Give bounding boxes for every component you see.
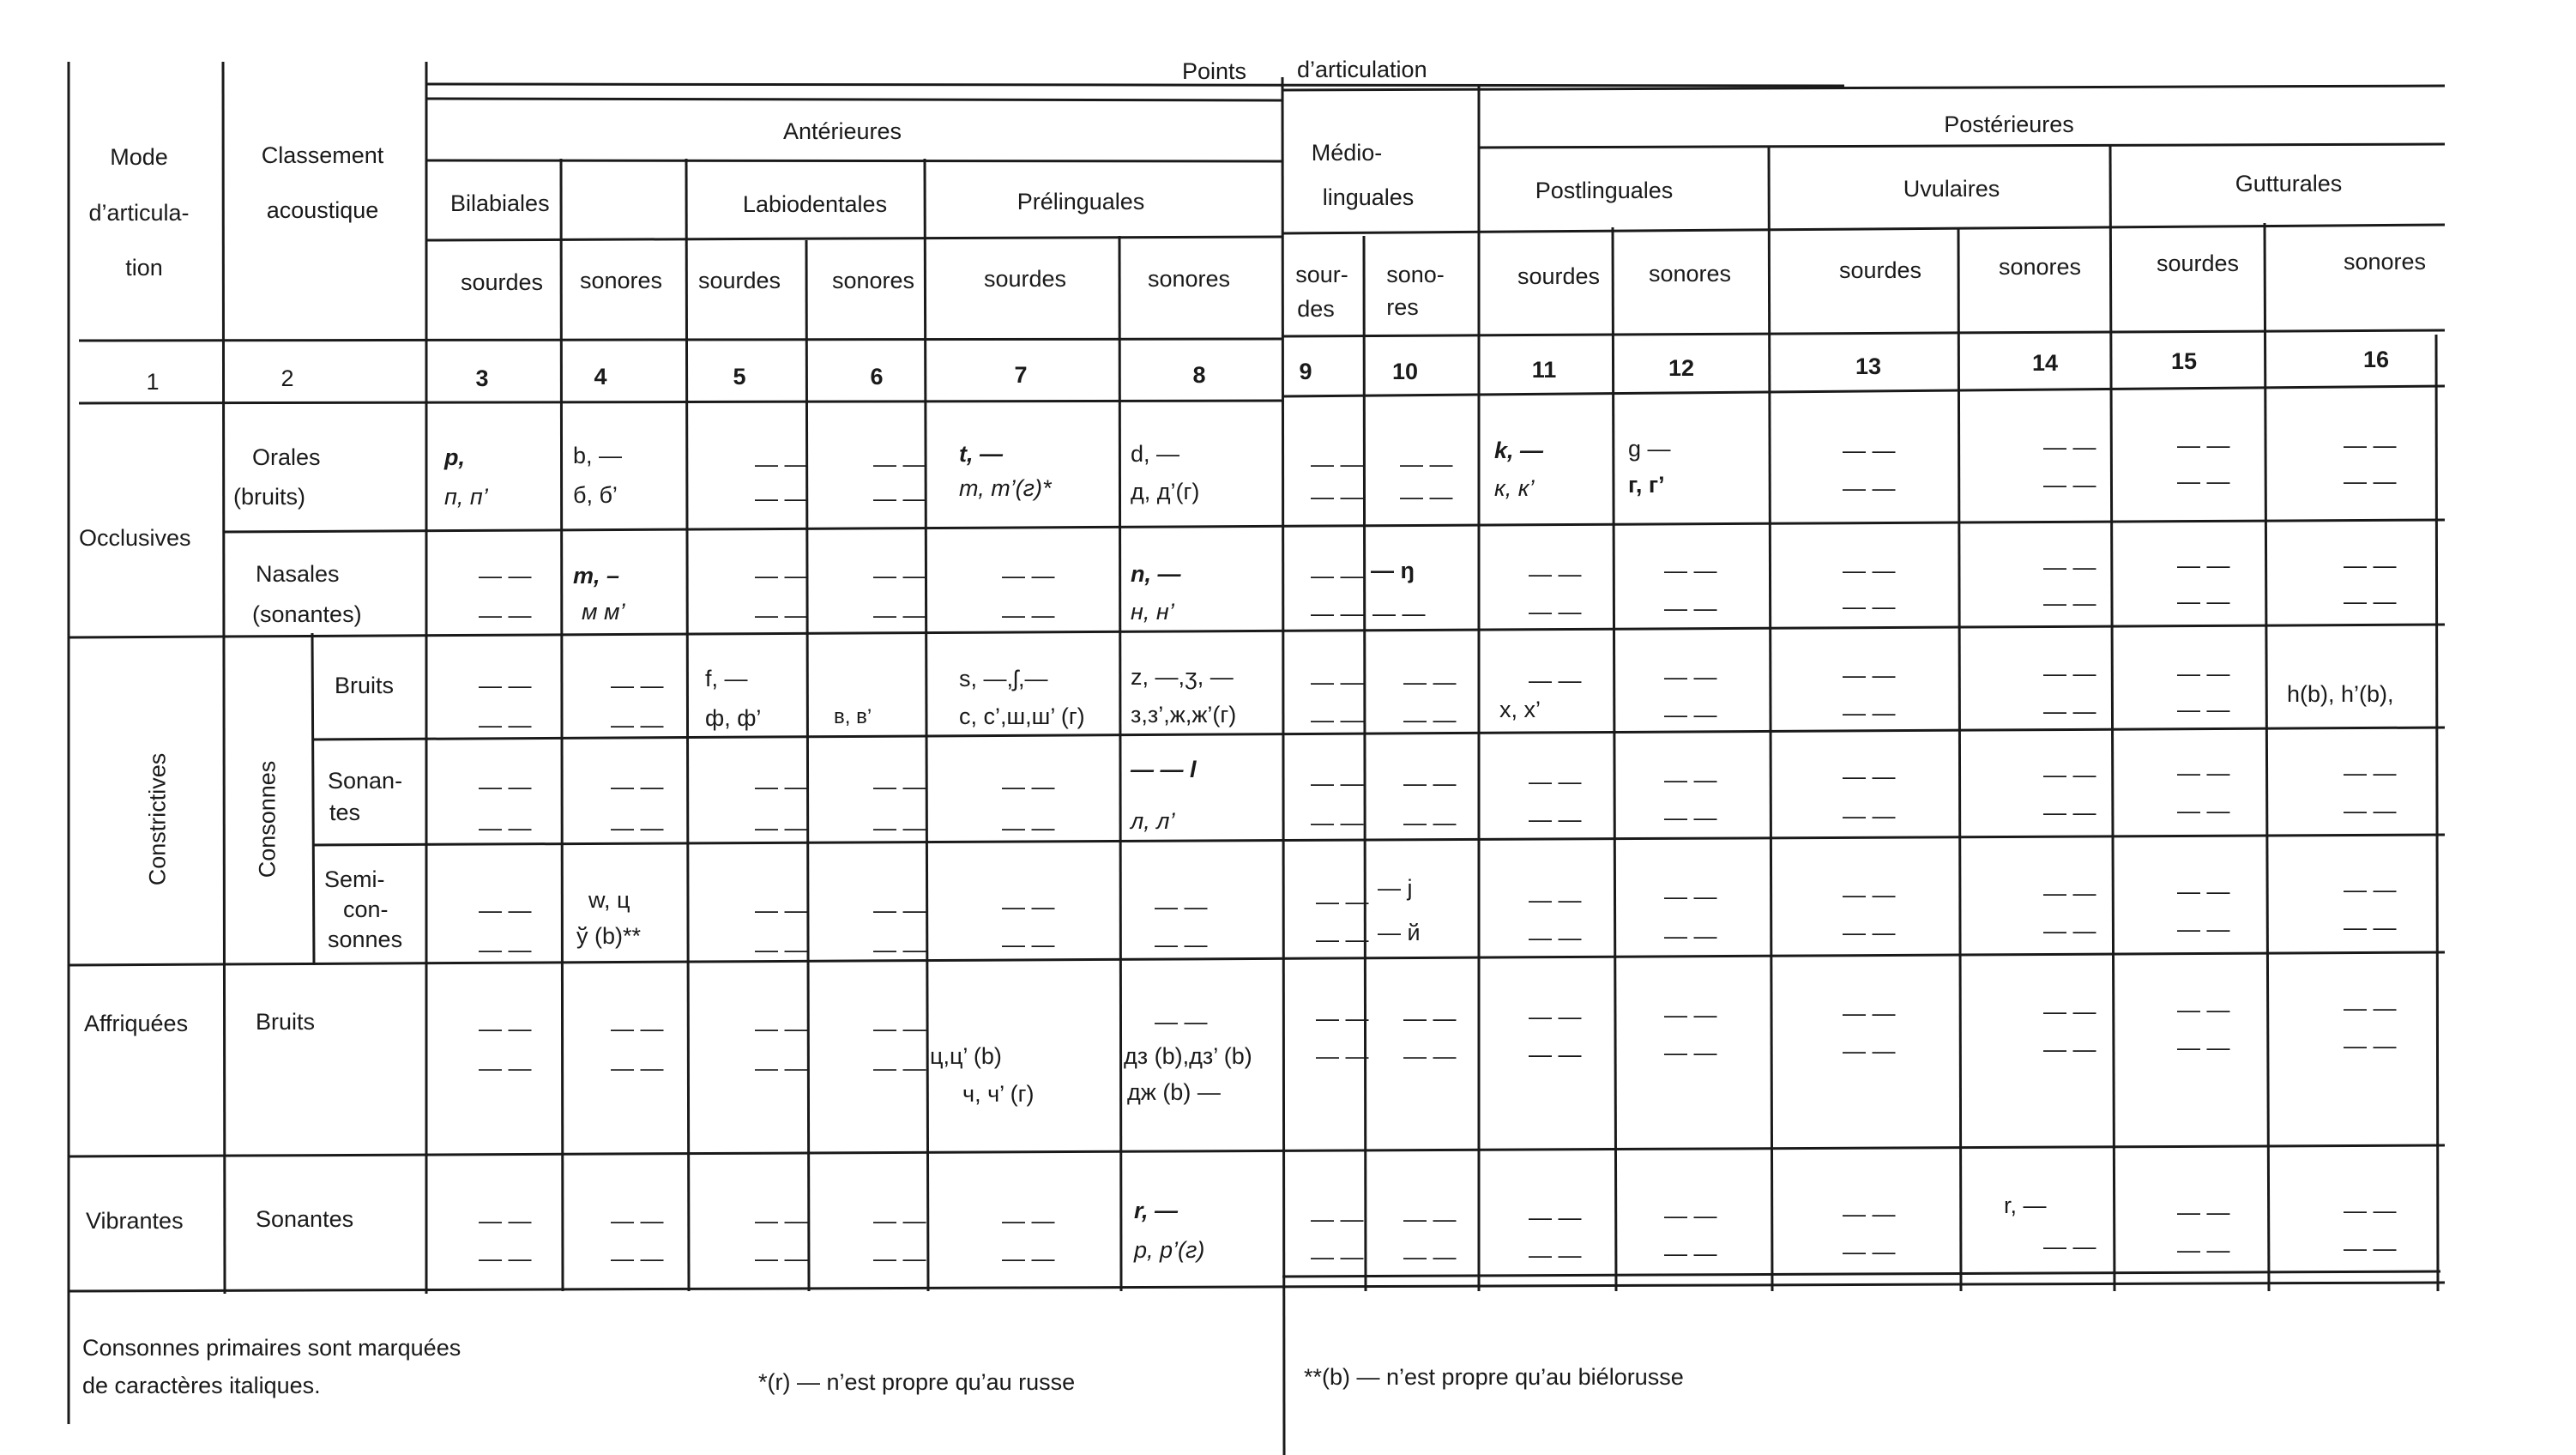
grid-line-anterieures-top — [426, 99, 1282, 100]
header-mode-3: tion — [125, 255, 163, 281]
empty-cell-dash: — — — [1843, 700, 1896, 726]
empty-cell-dash: — — — [1529, 561, 1582, 587]
empty-cell-dash: — — — [611, 1055, 664, 1081]
empty-cell-dash: — — — [2043, 554, 2096, 580]
empty-cell-dash: — — — [1843, 662, 1896, 688]
empty-cell-dash: — — — [1311, 669, 1364, 695]
empty-cell-dash: — — — [611, 712, 664, 738]
empty-cell-dash: — — — [2043, 762, 2096, 788]
empty-cell-dash: — — — [1311, 770, 1364, 796]
empty-cell-dash: — — — [873, 486, 926, 511]
empty-cell-dash: — — — [2344, 760, 2397, 786]
header-classement-2: acoustique — [266, 197, 379, 223]
empty-cell-dash: — — — [1002, 1246, 1055, 1271]
empty-cell-dash: — — — [1843, 1239, 1896, 1265]
empty-cell-dash: — — — [611, 815, 664, 841]
empty-cell-dash: — — — [2043, 918, 2096, 944]
empty-cell-dash: — — — [1311, 810, 1364, 836]
grid-line-c14 — [1958, 227, 1961, 1291]
grid-line-body-top-left — [79, 401, 1282, 403]
empty-cell-dash: — — — [755, 451, 808, 477]
cell-l: — — l — [1131, 757, 1197, 782]
cell-f: f, — — [705, 666, 748, 691]
empty-cell-dash: — — — [479, 1016, 532, 1041]
cell-l-cyr: л, л’ — [1131, 808, 1175, 834]
empty-cell-dash: — — — [1664, 767, 1717, 793]
voicing-sonores-8: sonores — [1147, 266, 1231, 292]
empty-cell-dash: — — — [2344, 589, 2397, 614]
empty-cell-dash: — — — [755, 563, 808, 589]
row-bruits-paren: (bruits) — [233, 484, 306, 510]
empty-cell-dash: — — — [611, 1208, 664, 1234]
grid-line-col-subclass — [312, 633, 314, 965]
empty-cell-dash: — — — [1664, 595, 1717, 621]
empty-cell-dash: — — — [755, 1055, 808, 1081]
empty-cell-dash: — — — [873, 937, 926, 963]
empty-cell-dash: — — — [1529, 1242, 1582, 1268]
cell-z: z, —,ʒ, — — [1131, 664, 1234, 690]
col-number-11: 11 — [1531, 357, 1557, 383]
cell-j-cyr: — й — [1378, 920, 1421, 945]
col-number-15: 15 — [2170, 348, 2198, 374]
grid-line-subgroup-top-left — [426, 160, 1282, 161]
row-consonnes: Consonnes — [254, 760, 281, 878]
cell-j: — j — [1378, 875, 1413, 901]
empty-cell-dash: — — — [479, 937, 532, 963]
empty-cell-dash: — — — [755, 1016, 808, 1041]
empty-cell-dash: — — — [755, 774, 808, 800]
empty-cell-dash: — — — [2344, 877, 2397, 903]
empty-cell-dash: — — — [1002, 1208, 1055, 1234]
empty-cell-dash: — — — [1311, 707, 1364, 733]
empty-cell-dash: — — — [1155, 932, 1208, 957]
empty-cell-dash: — — — [2177, 760, 2230, 786]
empty-cell-dash: — — — [1664, 1040, 1717, 1066]
empty-cell-dash: — — — [1002, 602, 1055, 628]
empty-cell-dash: — — — [873, 815, 926, 841]
empty-cell-dash: — — — [611, 774, 664, 800]
empty-cell-dash: — — — [1664, 884, 1717, 909]
empty-cell-dash: — — — [2177, 1199, 2230, 1225]
empty-cell-dash: — — — [1002, 894, 1055, 920]
empty-cell-dash: — — — [2177, 589, 2230, 614]
grid-line-footer-top-right — [1282, 1271, 2440, 1277]
empty-cell-dash: — — — [755, 815, 808, 841]
empty-cell-dash: — — — [1155, 894, 1208, 920]
cell-n-cyr: н, н’ — [1131, 599, 1174, 625]
row-tes: tes — [329, 800, 361, 825]
empty-cell-dash: — — — [2344, 1033, 2397, 1059]
voicing-sour-9: sour- — [1295, 262, 1348, 287]
empty-cell-dash: — — — [2177, 798, 2230, 824]
empty-cell-dash: — — — [2177, 661, 2230, 686]
empty-cell-dash: — — — [1529, 667, 1582, 693]
cell-m: m, – — [573, 563, 620, 589]
cell-g: g — — [1628, 436, 1671, 462]
empty-cell-dash: — — — [2344, 468, 2397, 494]
empty-cell-dash: — — — [479, 1246, 532, 1271]
row-semi: Semi- — [324, 866, 385, 892]
header-classement-1: Classement — [261, 142, 384, 168]
empty-cell-dash: — — — [1664, 558, 1717, 583]
grid-line-c4 — [561, 159, 563, 1291]
cell-p: p, — [444, 444, 465, 470]
empty-cell-dash: — — — [1529, 1041, 1582, 1067]
empty-cell-dash: — — — [1316, 889, 1369, 915]
cell-p-cyr: п, п’ — [444, 484, 488, 510]
empty-cell-dash: — — — [1002, 815, 1055, 841]
empty-cell-dash: — — — [1403, 1206, 1457, 1232]
empty-cell-dash: — — — [1311, 1244, 1364, 1270]
col-number-1: 1 — [146, 369, 160, 395]
voicing-sono-10: sono- — [1386, 262, 1445, 287]
cell-b-cyr: б, б’ — [573, 482, 618, 508]
header-mode-1: Mode — [110, 144, 168, 170]
empty-cell-dash: — — — [2344, 915, 2397, 940]
col-number-4: 4 — [594, 364, 607, 389]
empty-cell-dash: — — — [2344, 798, 2397, 824]
empty-cell-dash: — — — [755, 897, 808, 923]
cell-r: r, — — [1134, 1198, 1179, 1223]
empty-cell-dash: — — — [2344, 1235, 2397, 1261]
cell-w-cyr: ў (b)** — [576, 923, 642, 949]
header-medio-2: linguales — [1322, 184, 1415, 210]
empty-cell-dash: — — — [2177, 468, 2230, 494]
empty-cell-dash: — — — [2177, 997, 2230, 1023]
grid-line-subgroup-top-right — [1479, 144, 2445, 148]
grid-line-c6 — [806, 240, 809, 1291]
voicing-sonores-4: sonores — [579, 268, 663, 293]
empty-cell-dash: — — — [611, 1016, 664, 1041]
cell-g-cyr: г, г’ — [1628, 472, 1665, 498]
col-number-8: 8 — [1192, 362, 1206, 388]
col-number-5: 5 — [733, 364, 746, 389]
empty-cell-dash: — — — [479, 673, 532, 698]
empty-cell-dash: — — — [1843, 803, 1896, 829]
grid-line-body-top-right — [1282, 386, 2445, 396]
empty-cell-dash: — — — [1843, 764, 1896, 789]
empty-cell-dash: — — — [755, 1246, 808, 1271]
empty-cell-dash: — — — [1002, 563, 1055, 589]
voicing-sonores-6: sonores — [831, 268, 915, 293]
empty-cell-dash: — — — [1311, 563, 1364, 589]
col-number-16: 16 — [2362, 347, 2390, 372]
empty-cell-dash: — — — [1843, 594, 1896, 619]
empty-cell-dash: — — — [1311, 451, 1364, 477]
row-sonantes-paren: (sonantes) — [252, 601, 362, 627]
empty-cell-dash: — — — [479, 602, 532, 628]
empty-cell-dash: — — — [1664, 805, 1717, 830]
empty-cell-dash: — — — [2043, 661, 2096, 686]
cell-h: h(b), h’(b), — [2287, 681, 2394, 707]
grid-line-header-top — [426, 84, 1844, 86]
empty-cell-dash: — — — [1664, 1002, 1717, 1028]
empty-cell-dash: — — — [1403, 1043, 1457, 1069]
grid-line-outer-right — [2436, 335, 2438, 1291]
empty-cell-dash: — — — [2177, 432, 2230, 458]
col-number-14: 14 — [2031, 350, 2059, 376]
empty-cell-dash: — — — [2043, 698, 2096, 724]
cell-dzh-cyr: дж (b) — — [1127, 1079, 1221, 1105]
header-prelinguales: Prélinguales — [1017, 189, 1145, 214]
cell-z-cyr: з,з’,ж,ж’(г) — [1131, 702, 1237, 728]
empty-cell-dash: — — — [755, 1208, 808, 1234]
empty-cell-dash: — — — [611, 1246, 664, 1271]
cell-k: k, — — [1494, 438, 1544, 463]
header-articulation: d’articulation — [1297, 57, 1427, 82]
empty-cell-dash: — — — [1529, 806, 1582, 832]
cell-ts-cyr: ц,ц’ (b) — [930, 1043, 1002, 1069]
cell-n: n, — — [1131, 561, 1181, 587]
grid-line-numbers-top-left — [79, 339, 1282, 341]
empty-cell-dash: — — — [1403, 770, 1457, 796]
footer-note-bielorusse: **(b) — n’est propre qu’au biélorusse — [1304, 1364, 1684, 1390]
row-sonan: Sonan- — [328, 768, 403, 794]
empty-cell-dash: — — — [479, 897, 532, 923]
empty-cell-dash: — — — [2344, 995, 2397, 1021]
empty-cell-dash: — — — [873, 1055, 926, 1081]
empty-cell-dash: — — — [873, 451, 926, 477]
empty-cell-dash: — — — [1529, 925, 1582, 951]
cell-eng: — ŋ — [1371, 558, 1415, 583]
empty-cell-dash: — — — [1529, 887, 1582, 913]
cell-r-cyr: р, р’(г) — [1134, 1237, 1205, 1263]
col-number-2: 2 — [281, 365, 294, 391]
cell-r-uvular: r, — — [2004, 1192, 2047, 1218]
header-postlinguales: Postlinguales — [1535, 178, 1674, 203]
header-labiodentales: Labiodentales — [742, 191, 888, 217]
voicing-sourdes-7: sourdes — [983, 266, 1067, 292]
empty-cell-dash: — — — [1664, 664, 1717, 690]
row-sonantes: Sonantes — [256, 1206, 354, 1232]
header-anterieures: Antérieures — [782, 118, 902, 144]
cell-dz-cyr: дз (b),дз’ (b) — [1124, 1043, 1252, 1069]
grid-line-c16 — [2265, 223, 2269, 1291]
cell-k-cyr: к, к’ — [1494, 475, 1535, 501]
empty-cell-dash: — — — [479, 1208, 532, 1234]
empty-cell-dash: — — — [1400, 484, 1453, 510]
row-con: con- — [343, 897, 389, 922]
header-mode-2: d’articula- — [88, 200, 190, 226]
empty-cell-dash: — — — [1529, 769, 1582, 794]
empty-cell-dash: — — — [1664, 1241, 1717, 1266]
grid-line-voicing-top-left — [426, 237, 1282, 240]
row-bruits-constrictive: Bruits — [335, 673, 395, 698]
empty-cell-dash: — — — [1400, 451, 1453, 477]
grid-line-c10 — [1364, 236, 1366, 1291]
row-nasales: Nasales — [256, 561, 340, 587]
empty-cell-dash: — — — [1664, 923, 1717, 949]
grid-line-c15 — [2110, 146, 2114, 1291]
empty-cell-dash: — — — [2177, 552, 2230, 578]
empty-cell-dash: — — — [1155, 1009, 1208, 1035]
empty-cell-dash: — — — [1311, 1206, 1364, 1232]
empty-cell-dash: — — — [2177, 1237, 2230, 1263]
grid-line-voicing-top-right — [1282, 225, 2445, 233]
cell-v-cyr: в, в’ — [834, 705, 872, 728]
cell-s: s, —,ʃ,— — [959, 666, 1048, 691]
cell-t: t, — — [959, 441, 1003, 467]
empty-cell-dash: — — — [1843, 1000, 1896, 1026]
col-number-13: 13 — [1855, 353, 1882, 379]
col-number-3: 3 — [475, 365, 489, 391]
empty-cell-dash: — — — [2043, 800, 2096, 825]
empty-cell-dash: — — — [1529, 1204, 1582, 1230]
empty-cell-dash: — — — [2043, 1036, 2096, 1062]
empty-cell-dash: — — — [873, 602, 926, 628]
empty-cell-dash: — — — [1002, 932, 1055, 957]
empty-cell-dash: — — — [2043, 472, 2096, 498]
voicing-sonores-14: sonores — [1998, 254, 2082, 280]
empty-cell-dash: — — — [1529, 1004, 1582, 1029]
voicing-sourdes-5: sourdes — [697, 268, 781, 293]
empty-cell-dash: — — — [1311, 601, 1364, 626]
grid-line-center — [1282, 77, 1284, 1455]
grid-line-c7 — [925, 159, 928, 1291]
empty-cell-dash: — — — [1311, 484, 1364, 510]
col-number-9: 9 — [1299, 359, 1312, 384]
voicing-sourdes-3: sourdes — [460, 269, 544, 295]
voicing-sonores-12: sonores — [1648, 261, 1732, 287]
empty-cell-dash: — — — [479, 563, 532, 589]
empty-cell-dash: — — — [873, 1016, 926, 1041]
grid-line-c5 — [686, 159, 689, 1291]
empty-cell-dash: — — — [1664, 1203, 1717, 1229]
cell-f-cyr: ф, ф’ — [705, 705, 762, 731]
header-gutturales: Gutturales — [2235, 171, 2343, 196]
cell-m-cyr: м м’ — [582, 599, 625, 625]
grid-line-col2-left — [223, 62, 225, 1294]
empty-cell-dash: — — — [1316, 927, 1369, 952]
col-number-10: 10 — [1391, 359, 1419, 384]
footer-note-1: Consonnes primaires sont marquées — [82, 1335, 462, 1361]
cell-ch-cyr: ч, ч’ (г) — [962, 1081, 1035, 1107]
empty-cell-dash: — — — [2177, 697, 2230, 722]
empty-cell-dash: — — — [873, 563, 926, 589]
voicing-sourdes-11: sourdes — [1517, 263, 1601, 289]
empty-cell-dash: — — — [755, 602, 808, 628]
empty-cell-dash: — — — [873, 774, 926, 800]
col-number-6: 6 — [870, 364, 884, 389]
empty-cell-dash: — — — [1403, 707, 1457, 733]
cell-w: w, ц — [588, 887, 630, 913]
empty-cell-dash: — — — [873, 1246, 926, 1271]
empty-cell-dash: — — — [755, 937, 808, 963]
empty-cell-dash: — — — [2177, 878, 2230, 904]
header-medio-1: Médio- — [1311, 140, 1383, 166]
header-posterieures: Postérieures — [1944, 112, 2074, 137]
cell-d: d, — — [1131, 441, 1180, 467]
empty-cell-dash: — — — [479, 1055, 532, 1081]
row-affriquees: Affriquées — [84, 1011, 189, 1036]
row-sonnes: sonnes — [328, 927, 403, 952]
row-orales: Orales — [252, 444, 321, 470]
grid-line-c13 — [1769, 146, 1772, 1291]
empty-cell-dash: — — — [1843, 882, 1896, 908]
empty-cell-dash: — — — [1403, 1005, 1457, 1031]
row-constrictives: Constrictives — [144, 752, 171, 886]
empty-cell-dash: — — — [1843, 1201, 1896, 1227]
header-points: Points — [1182, 58, 1247, 84]
empty-cell-dash: — — — [873, 897, 926, 923]
empty-cell-dash: — — — [2043, 880, 2096, 906]
header-bilabiales: Bilabiales — [450, 190, 550, 216]
row-bruits-affriquees: Bruits — [256, 1009, 316, 1035]
empty-cell-dash: — — — [1403, 669, 1457, 695]
empty-cell-dash: — — — [1316, 1005, 1369, 1031]
empty-cell-dash: — — — [2043, 999, 2096, 1024]
voicing-des-9: des — [1297, 296, 1335, 322]
empty-cell-dash: — — — [2344, 432, 2397, 458]
empty-cell-dash: — — — [1002, 774, 1055, 800]
empty-cell-dash: — — — [2043, 434, 2096, 460]
empty-cell-dash: — — — [479, 774, 532, 800]
empty-cell-dash: — — — [1372, 601, 1426, 626]
empty-cell-dash: — — — [2043, 1234, 2096, 1259]
cell-t-cyr: т, т’(г)* — [959, 475, 1052, 501]
empty-cell-dash: — — — [479, 815, 532, 841]
voicing-res-10: res — [1386, 294, 1419, 320]
grid-line-numbers-top-right — [1282, 330, 2445, 336]
voicing-sonores-16: sonores — [2343, 249, 2427, 275]
col-number-7: 7 — [1014, 362, 1028, 388]
voicing-sourdes-15: sourdes — [2156, 251, 2240, 276]
empty-cell-dash: — — — [1529, 599, 1582, 625]
voicing-sourdes-13: sourdes — [1838, 257, 1922, 283]
cell-s-cyr: с, с’,ш,ш’ (г) — [959, 703, 1085, 729]
empty-cell-dash: — — — [1843, 438, 1896, 463]
empty-cell-dash: — — — [1843, 475, 1896, 501]
empty-cell-dash: — — — [1403, 1244, 1457, 1270]
row-vibrantes: Vibrantes — [86, 1208, 184, 1234]
header-uvulaires: Uvulaires — [1903, 176, 2000, 202]
empty-cell-dash: — — — [873, 1208, 926, 1234]
grid-line-c12 — [1613, 227, 1616, 1291]
footer-note-2: de caractères italiques. — [82, 1373, 321, 1398]
empty-cell-dash: — — — [2043, 590, 2096, 616]
cell-x-cyr: х, х’ — [1499, 697, 1541, 722]
cell-b: b, — — [573, 443, 623, 468]
empty-cell-dash: — — — [1843, 558, 1896, 583]
empty-cell-dash: — — — [1403, 810, 1457, 836]
col-number-12: 12 — [1668, 355, 1695, 381]
empty-cell-dash: — — — [1664, 702, 1717, 728]
footer-note-russe: *(r) — n’est propre qu’au russe — [758, 1369, 1076, 1395]
empty-cell-dash: — — — [1843, 920, 1896, 945]
cell-d-cyr: д, д’(г) — [1131, 479, 1200, 504]
empty-cell-dash: — — — [2344, 552, 2397, 578]
grid-line-c8 — [1119, 236, 1121, 1291]
empty-cell-dash: — — — [1843, 1038, 1896, 1064]
empty-cell-dash: — — — [755, 486, 808, 511]
empty-cell-dash: — — — [1316, 1043, 1369, 1069]
empty-cell-dash: — — — [2177, 916, 2230, 942]
row-occlusives: Occlusives — [79, 525, 191, 551]
empty-cell-dash: — — — [2177, 1035, 2230, 1060]
empty-cell-dash: — — — [611, 673, 664, 698]
empty-cell-dash: — — — [479, 712, 532, 738]
empty-cell-dash: — — — [2344, 1198, 2397, 1223]
